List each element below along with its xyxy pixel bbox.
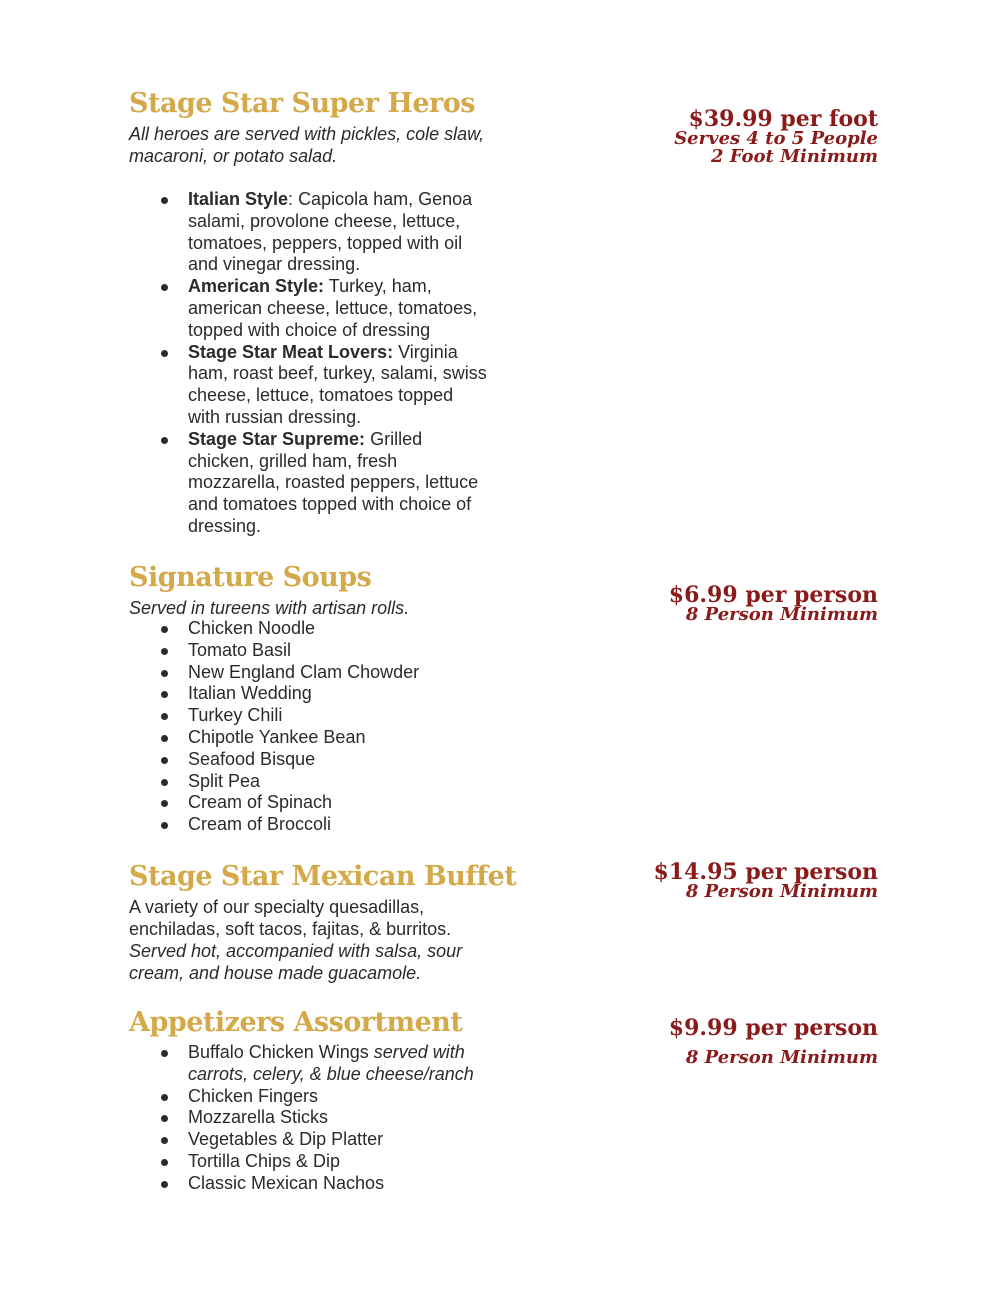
price: $39.99 per foot [688,106,878,132]
section-title: Stage Star Super Heros [129,88,475,119]
list-item: Chicken Fingers [129,1086,488,1108]
list-item: Mozzarella Sticks [129,1107,488,1129]
soup-list [129,618,419,836]
list-item: Italian Wedding [129,683,419,705]
list-item: Cream of Spinach [129,792,419,814]
list-item: Chipotle Yankee Bean [129,727,419,749]
list-item: Vegetables & Dip Platter [129,1129,488,1151]
price: $14.95 per person [653,859,878,885]
list-item [129,276,490,341]
section-description [129,896,489,984]
list-item: Italian Style: Capicola ham, Genoa salami, provolone cheese, lettuce, tomatoes, peppers, topped with oil and vinegar dressing. [129,189,490,276]
section-description: All heroes are served with pickles, cole slaw, macaroni, or potato salad. [129,124,485,166]
section-title: Stage Star Mexican Buffet [129,861,517,892]
minimum-note: 8 Person Minimum [685,1047,878,1068]
price: $6.99 per person [668,582,878,608]
list-item: Split Pea [129,771,419,793]
minimum-note: 2 Foot Minimum [710,146,878,167]
price-block [669,1017,878,1067]
list-item [129,1042,488,1086]
price-block [653,861,878,901]
list-item: Tomato Basil [129,640,419,662]
list-item: Seafood Bisque [129,749,419,771]
serves-note: Serves 4 to 5 People [674,128,878,149]
hero-list [129,189,549,538]
section-title: Appetizers Assortment [129,1007,463,1038]
item-name: American Style: [188,276,325,297]
price: $9.99 per person [668,1015,878,1041]
section-title: Signature Soups [129,562,372,593]
description-text: A variety of our specialty quesadillas, enchiladas, soft tacos, fajitas, & burritos. [129,897,452,939]
item-name: Buffalo Chicken Wings [188,1042,369,1062]
list-item: New England Clam Chowder [129,662,419,684]
item-text: Turkey, ham, american cheese, lettuce, tomatoes, topped with choice of dressing [188,276,478,340]
list-item: Cream of Broccoli [129,814,419,836]
appetizer-list [129,1042,488,1195]
minimum-note: 8 Person Minimum [685,881,878,902]
list-item: Turkey Chili [129,705,419,727]
item-name: Italian Style [188,189,289,209]
list-item [129,429,490,538]
price-block [669,584,878,624]
price-block [674,108,878,166]
item-note: served with carrots, celery, & blue cheese/ranch [188,1042,474,1084]
section-description: Served in tureens with artisan rolls. [129,598,410,618]
item-text: Grilled chicken, grilled ham, fresh mozzarella, roasted peppers, lettuce and tomatoes topped with choice of dressing. [188,428,479,536]
list-item: Chicken Noodle [129,618,419,640]
item-text: Capicola ham, Genoa salami, provolone cheese, lettuce, tomatoes, peppers, topped with oil and vinegar dressing. [188,189,473,275]
item-name: Stage Star Meat Lovers: [188,341,394,362]
item-name: Stage Star Supreme: [188,428,366,449]
minimum-note: 8 Person Minimum [685,604,878,625]
item-text: Virginia ham, roast beef, turkey, salami, swiss cheese, lettuce, tomatoes topped with russian dressing. [188,341,487,427]
list-item: Tortilla Chips & Dip [129,1151,488,1173]
list-item: Classic Mexican Nachos [129,1173,488,1195]
list-item [129,342,490,429]
description-italic: Served hot, accompanied with salsa, sour cream, and house made guacamole. [129,941,463,983]
